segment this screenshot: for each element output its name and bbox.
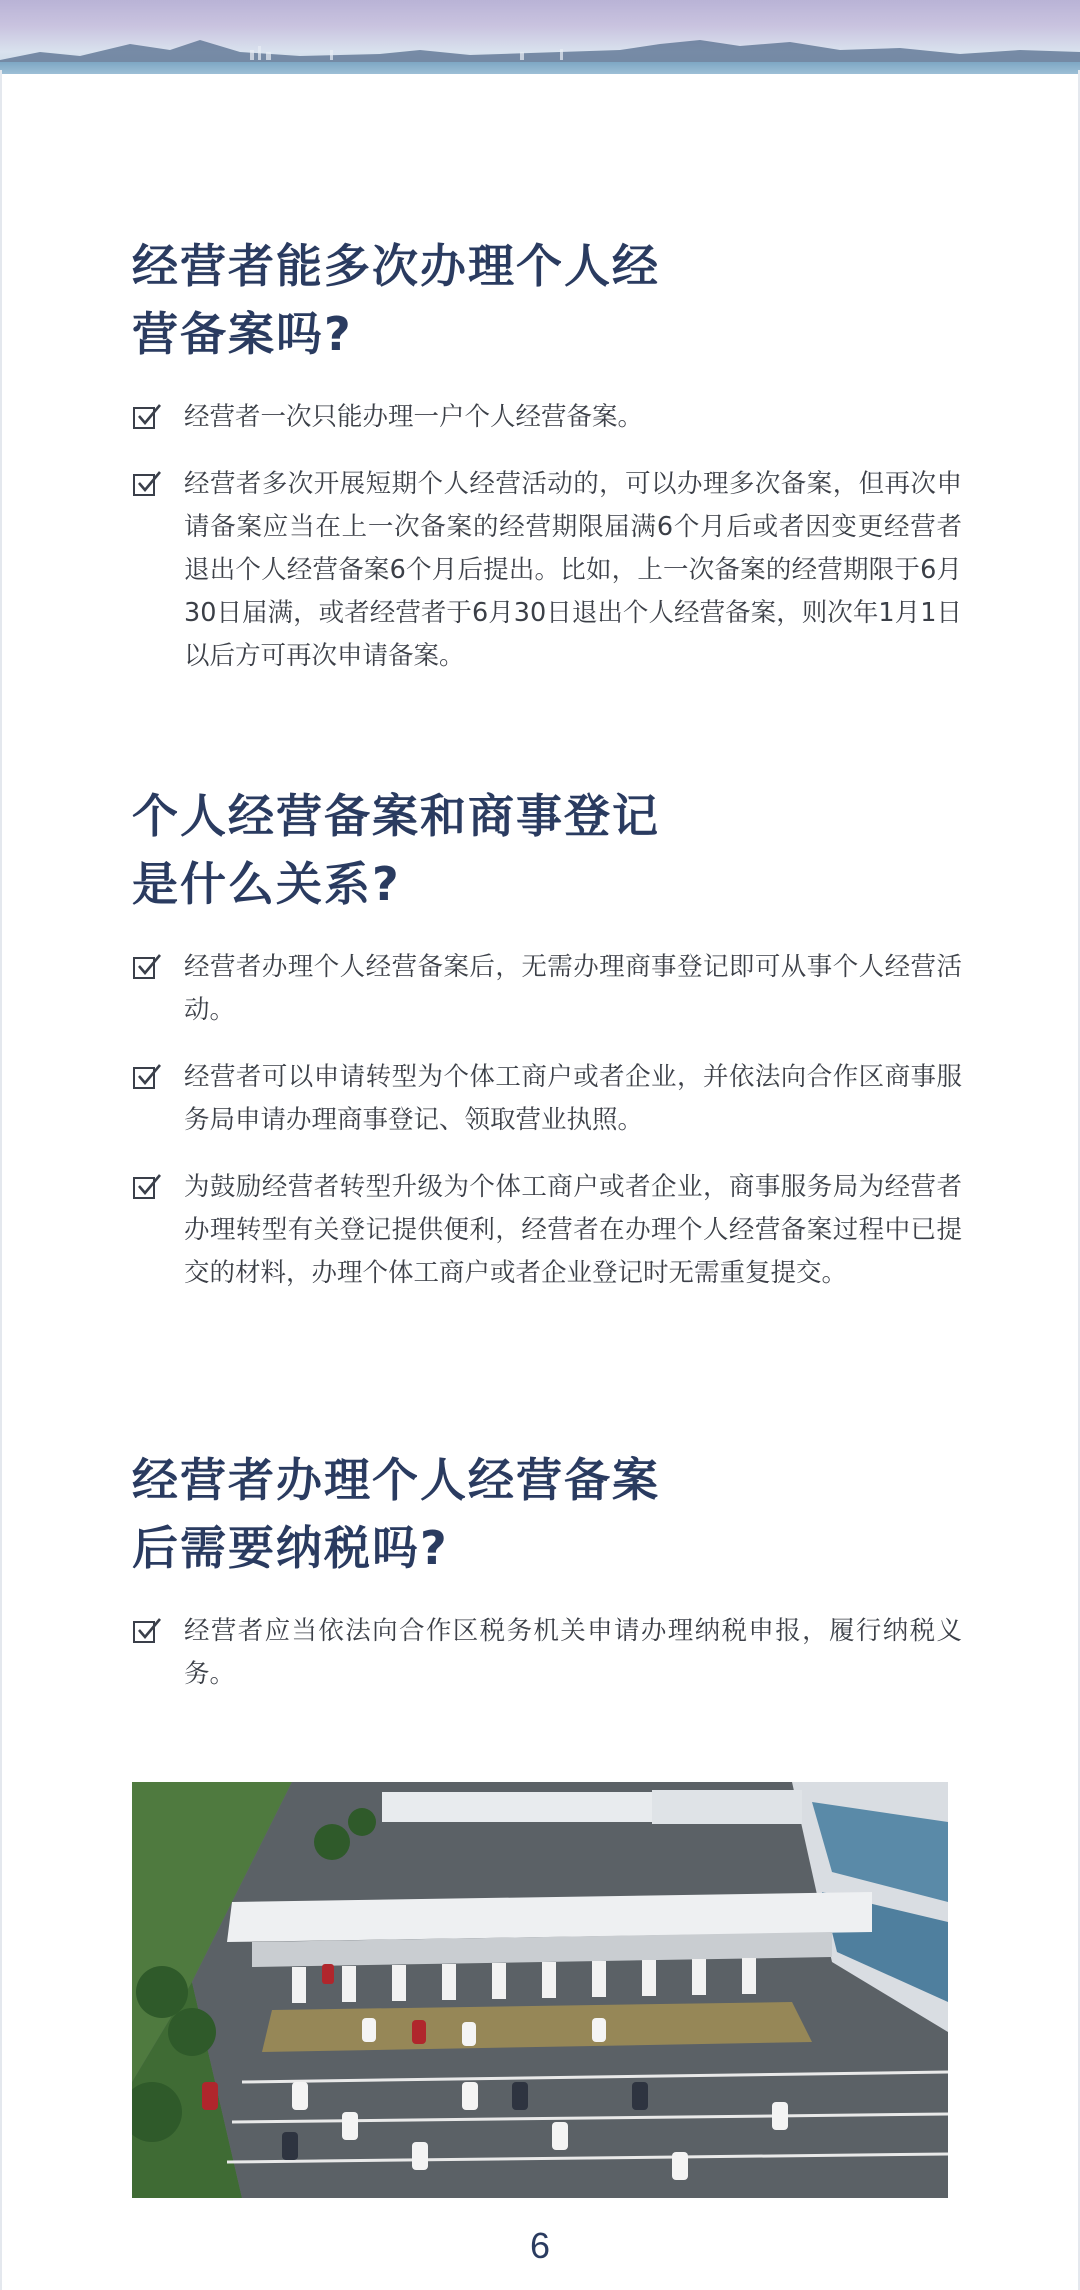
section-heading (132, 232, 962, 368)
checkbox-check-icon (132, 1062, 162, 1092)
checkpoint-aerial-photo (132, 1782, 948, 2198)
list-item (132, 396, 962, 439)
section-heading (132, 1446, 962, 1582)
checkbox-check-icon (132, 402, 162, 432)
list-item (132, 1166, 962, 1295)
list-item (132, 1056, 962, 1142)
faq-section-registration-relation (132, 782, 962, 1319)
checkbox-check-icon (132, 1172, 162, 1202)
checkbox-check-icon (132, 469, 162, 499)
item-text: 经营者办理个人经营备案后，无需办理商事登记即可从事个人经营活动。 (184, 952, 962, 1025)
list-item (132, 1610, 962, 1696)
heading-line: 个人经营备案和商事登记 (132, 789, 660, 843)
item-text: 为鼓励经营者转型升级为个体工商户或者企业，商事服务局为经营者办理转型有关登记提供便利，经营者在办理个人经营备案过程中已提交的材料，办理个体工商户或者企业登记时无需重复提交。 (184, 1172, 962, 1288)
page-number: 6 (529, 2225, 551, 2266)
answer-list (132, 946, 962, 1295)
item-text: 经营者一次只能办理一户个人经营备案。 (184, 402, 644, 432)
faq-section-tax (132, 1446, 962, 1720)
heading-line: 经营者能多次办理个人经 (132, 239, 660, 293)
heading-line: 经营者办理个人经营备案 (132, 1453, 660, 1507)
heading-line: 后需要纳税吗? (132, 1521, 449, 1575)
item-text: 经营者可以申请转型为个体工商户或者企业，并依法向合作区商事服务局申请办理商事登记、领取营业执照。 (184, 1062, 962, 1135)
answer-list (132, 396, 962, 678)
heading-line: 营备案吗? (132, 307, 353, 361)
frame-line-left (0, 70, 2, 2290)
item-text: 经营者多次开展短期个人经营活动的，可以办理多次备案，但再次申请备案应当在上一次备案的经营期限届满6个月后或者因变更经营者退出个人经营备案6个月后提出。比如，上一次备案的经营期限于6月30日届满，或者经营者于6月30日退出个人经营备案，则次年1月1日以后方可再次申请备案。 (184, 469, 962, 671)
heading-line: 是什么关系? (132, 857, 401, 911)
faq-section-multiple-filings (132, 232, 962, 702)
section-heading (132, 782, 962, 918)
skyline-banner (0, 0, 1080, 74)
item-text: 经营者应当依法向合作区税务机关申请办理纳税申报，履行纳税义务。 (184, 1616, 962, 1689)
list-item (132, 946, 962, 1032)
answer-list (132, 1610, 962, 1696)
list-item (132, 463, 962, 678)
checkbox-check-icon (132, 952, 162, 982)
checkbox-check-icon (132, 1616, 162, 1646)
